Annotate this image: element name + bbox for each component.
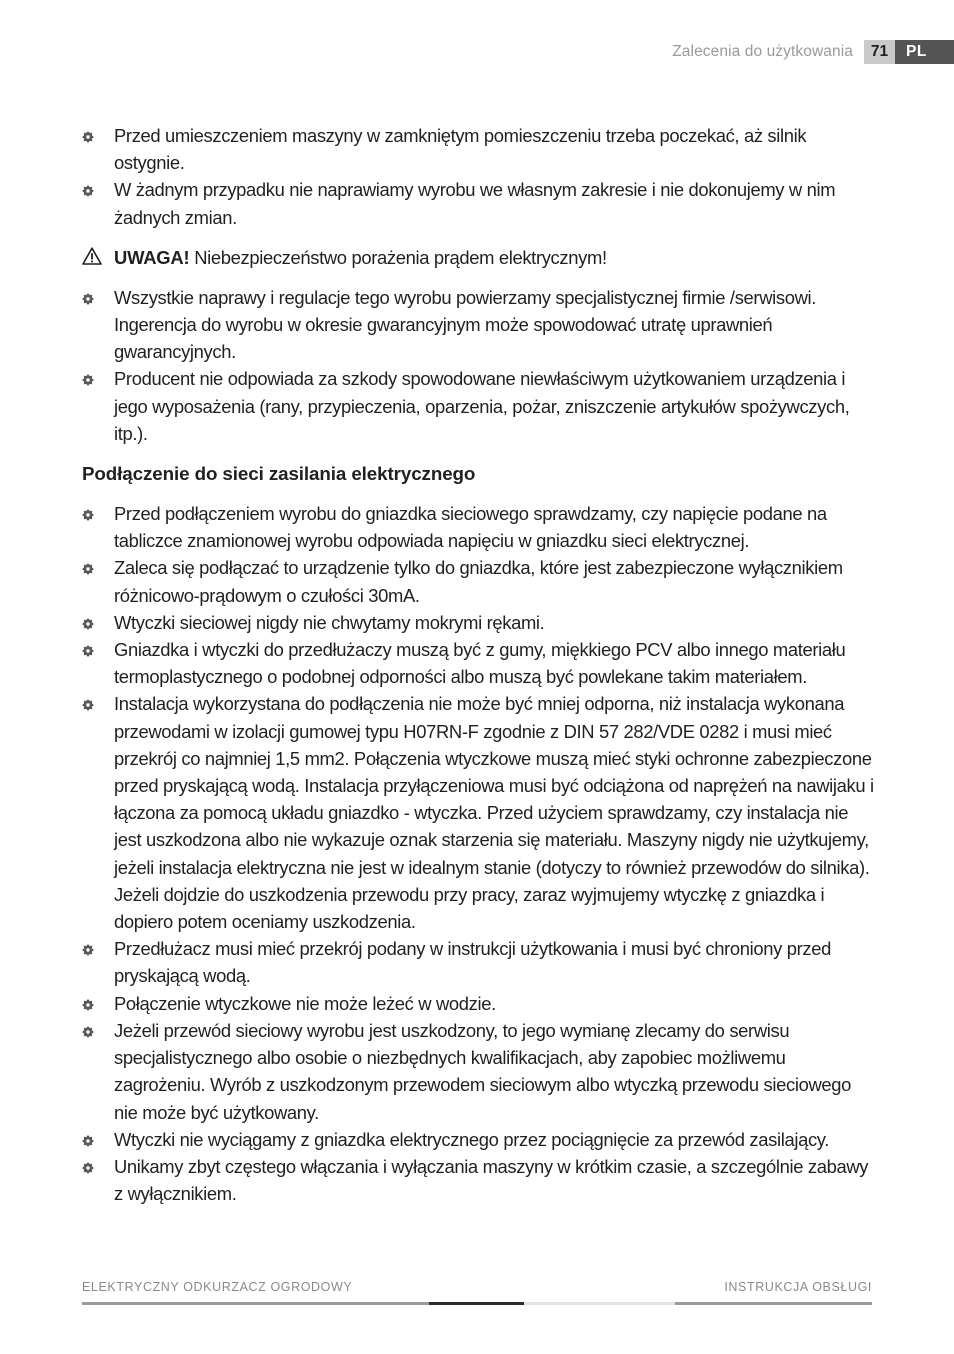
list-item-text: Wtyczki nie wyciągamy z gniazdka elektrycznego przez pociągnięcie za przewód zasilający. <box>114 1128 830 1150</box>
list-item <box>82 122 874 176</box>
gear-bullet-icon <box>82 1135 94 1147</box>
list-item <box>82 176 874 230</box>
list-item <box>82 636 874 690</box>
list-item-text: Gniazdka i wtyczki do przedłużaczy muszą być z gumy, miękkiego PCV albo innego materiału termoplastycznego o podobnej odporności albo muszą być powlekane takim materiałem. <box>114 639 846 688</box>
gear-bullet-icon <box>82 509 94 521</box>
gear-bullet-icon <box>82 645 94 657</box>
list-item <box>82 365 874 447</box>
footer-bar-segment <box>524 1302 675 1305</box>
gear-bullet-icon <box>82 563 94 575</box>
gear-bullet-icon <box>82 999 94 1011</box>
list-item-text: Połączenie wtyczkowe nie może leżeć w wodzie. <box>114 992 496 1014</box>
bullet-list-top <box>82 122 874 231</box>
gear-bullet-icon <box>82 1162 94 1174</box>
header-title: Zalecenia do użytkowania <box>672 43 853 60</box>
page-number: 71 <box>864 40 895 64</box>
list-item <box>82 284 874 366</box>
warning-text: Niebezpieczeństwo porażenia prądem elektrycznym! <box>194 246 607 268</box>
gear-bullet-icon <box>82 699 94 711</box>
footer-bar-segment <box>429 1302 524 1305</box>
bullet-list-bottom <box>82 500 874 1207</box>
list-item <box>82 1017 874 1126</box>
main-content <box>82 122 874 1207</box>
list-item <box>82 554 874 608</box>
list-item-text: Przed umieszczeniem maszyny w zamkniętym pomieszczeniu trzeba poczekać, aż silnik ostygnie. <box>114 125 807 174</box>
list-item-text: Zaleca się podłączać to urządzenie tylko do gniazdka, które jest zabezpieczone wyłącznikiem różnicowo-prądowym o czułości 30mA. <box>114 557 843 606</box>
list-item <box>82 609 874 636</box>
list-item-text: Wtyczki sieciowej nigdy nie chwytamy mokrymi rękami. <box>114 611 545 633</box>
warning-label: UWAGA! <box>114 246 190 268</box>
list-item-text: Przed podłączeniem wyrobu do gniazdka sieciowego sprawdzamy, czy napięcie podane na tabliczce znamionowej wyrobu odpowiada napięciu w gniazdku sieci elektrycznej. <box>114 503 827 552</box>
list-item-text: Instalacja wykorzystana do podłączenia nie może być mniej odporna, niż instalacja wykonana przewodami w izolacji gumowej typu H07RN-F zgodnie z DIN 57 282/VDE 0282 i musi mieć przekrój co najmniej 1,5 mm2. Połączenia wtyczkowe muszą mieć styki ochronne zabezpieczone przed pryskającą wodą. Instalacja przyłączeniowa musi być odciążona od naprężeń na nawijaku i łączona za pomocą układu gniazdko - wtyczka. Przed użyciem sprawdzamy, czy instalacja nie jest uszkodzona albo nie wykazuje oznak starzenia się materiału. Maszyny nigdy nie użytkujemy, jeżeli instalacja elektryczna nie jest w idealnym stanie (dotyczy to również przewodów do silnika). Jeżeli dojdzie do uszkodzenia przewodu przy pracy, zaraz wyjmujemy wtyczkę z gniazdka i dopiero potem oceniamy uszkodzenia. <box>114 693 874 933</box>
footer-divider <box>82 1302 872 1305</box>
warning-triangle-icon <box>82 247 102 265</box>
list-item <box>82 1126 874 1153</box>
footer-doc-type: INSTRUKCJA OBSŁUGI <box>724 1280 872 1294</box>
gear-bullet-icon <box>82 374 94 386</box>
list-item <box>82 690 874 935</box>
section-heading: Podłączenie do sieci zasilania elektrycznego <box>82 463 476 485</box>
list-item <box>82 935 874 989</box>
bullet-list-middle <box>82 284 874 447</box>
list-item-text: Unikamy zbyt częstego włączania i wyłączania maszyny w krótkim czasie, a szczególnie zabawy z wyłącznikiem. <box>114 1155 869 1205</box>
gear-bullet-icon <box>82 1026 94 1038</box>
list-item-text: Wszystkie naprawy i regulacje tego wyrobu powierzamy specjalistycznej firmie /serwisowi. Ingerencja do wyrobu w okresie gwarancyjnym może spowodować utratę uprawnień gwarancyjnych. <box>114 286 817 363</box>
language-tab: PL <box>895 40 954 64</box>
list-item-text: W żadnym przypadku nie naprawiamy wyrobu we własnym zakresie i nie dokonujemy w nim żadnych zmian. <box>114 179 836 228</box>
warning-notice <box>82 244 874 271</box>
list-item-text: Przedłużacz musi mieć przekrój podany w instrukcji użytkowania i musi być chroniony przed pryskającą wodą. <box>114 938 832 987</box>
gear-bullet-icon <box>82 293 94 305</box>
list-item-text: Producent nie odpowiada za szkody spowodowane niewłaściwym użytkowaniem urządzenia i jego wyposażenia (rany, przypieczenia, oparzenia, pożar, zniszczenie artykułów spożywczych, itp.). <box>114 368 850 444</box>
footer-bar-segment <box>675 1302 872 1305</box>
gear-bullet-icon <box>82 131 94 143</box>
list-item <box>82 500 874 554</box>
list-item-text: Jeżeli przewód sieciowy wyrobu jest uszkodzony, to jego wymianę zlecamy do serwisu specjalistycznego albo osobie o niezbędnych kwalifikacjach, aby zapobiec możliwemu zagrożeniu. Wyrób z uszkodzonym przewodem sieciowym albo wtyczką przewodu sieciowego nie może być użytkowany. <box>114 1019 852 1123</box>
footer-product-name: ELEKTRYCZNY ODKURZACZ OGRODOWY <box>82 1280 353 1294</box>
footer-bar-segment <box>82 1302 429 1305</box>
gear-bullet-icon <box>82 185 94 197</box>
list-item <box>82 990 874 1017</box>
list-item <box>82 1153 874 1207</box>
page-header <box>672 40 954 64</box>
gear-bullet-icon <box>82 618 94 630</box>
gear-bullet-icon <box>82 944 94 956</box>
